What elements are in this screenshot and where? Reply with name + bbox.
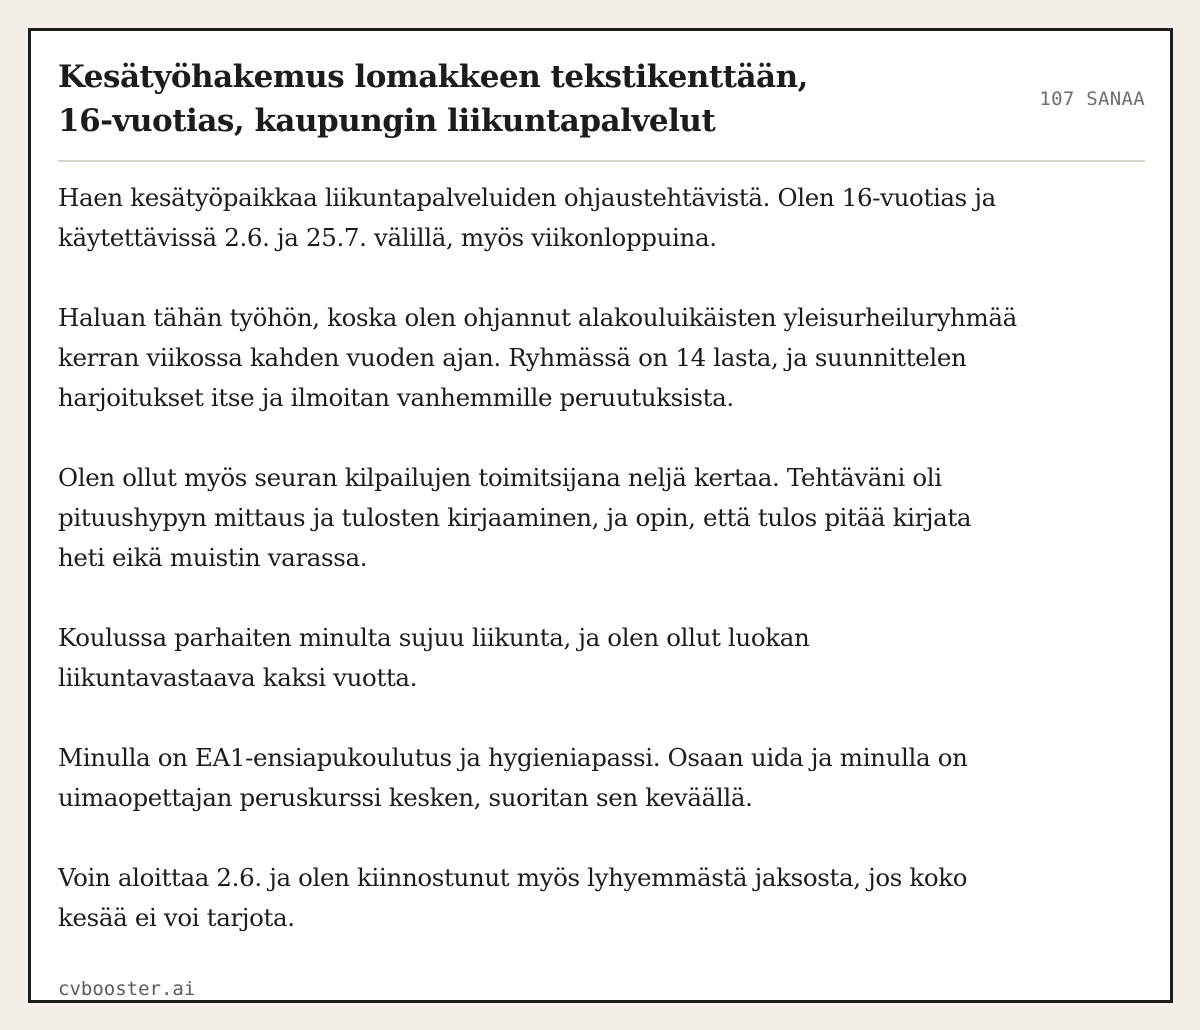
- text-line: kerran viikossa kahden vuoden ajan. Ryhmässä on 14 lasta, ja suunnittelen: [58, 343, 967, 372]
- paragraph: [58, 738, 1058, 818]
- paragraph: [58, 618, 1058, 698]
- card-header: [58, 55, 1145, 163]
- paragraph: [58, 458, 1058, 578]
- paragraph: [58, 178, 1058, 258]
- header-divider: [58, 160, 1145, 162]
- application-card: [28, 28, 1173, 1003]
- text-line: käytettävissä 2.6. ja 25.7. välillä, myös viikonloppuina.: [58, 223, 717, 252]
- text-line: Haluan tähän työhön, koska olen ohjannut alakouluikäisten yleisurheiluryhmää: [58, 303, 1017, 332]
- paragraph: [58, 858, 1058, 938]
- text-line: harjoitukset itse ja ilmoitan vanhemmille peruutuksista.: [58, 383, 734, 412]
- text-line: liikuntavastaava kaksi vuotta.: [58, 663, 418, 692]
- text-line: pituushypyn mittaus ja tulosten kirjaaminen, ja opin, että tulos pitää kirjata: [58, 503, 972, 532]
- document-title: [58, 55, 958, 143]
- title-line: Kesätyöhakemus lomakkeen tekstikenttään,: [58, 59, 808, 95]
- text-line: Minulla on EA1-ensiapukoulutus ja hygieniapassi. Osaan uida ja minulla on: [58, 743, 968, 772]
- paragraph: [58, 298, 1058, 418]
- application-text: [58, 178, 1058, 978]
- brand-footer: cvbooster.ai: [58, 978, 196, 1000]
- title-line: 16-vuotias, kaupungin liikuntapalvelut: [58, 103, 716, 139]
- word-count-badge: 107 SANAA: [1039, 88, 1145, 110]
- text-line: heti eikä muistin varassa.: [58, 543, 368, 572]
- text-line: Haen kesätyöpaikkaa liikuntapalveluiden ohjaustehtävistä. Olen 16-vuotias ja: [58, 183, 996, 212]
- text-line: Koulussa parhaiten minulta sujuu liikunta, ja olen ollut luokan: [58, 623, 810, 652]
- text-line: Voin aloittaa 2.6. ja olen kiinnostunut myös lyhyemmästä jaksosta, jos koko: [58, 863, 968, 892]
- text-line: uimaopettajan peruskurssi kesken, suoritan sen keväällä.: [58, 783, 753, 812]
- text-line: Olen ollut myös seuran kilpailujen toimitsijana neljä kertaa. Tehtäväni oli: [58, 463, 942, 492]
- text-line: kesää ei voi tarjota.: [58, 903, 295, 932]
